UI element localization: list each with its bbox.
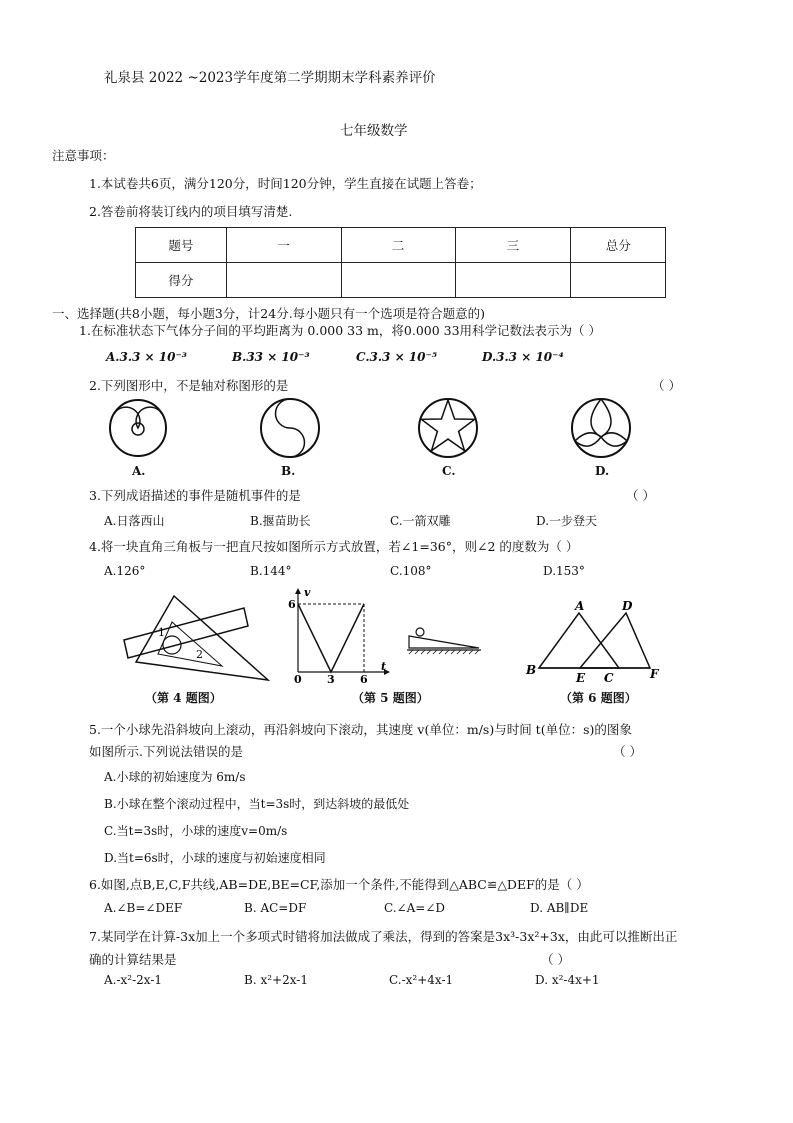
question-7-stem-line2: 确的计算结果是 — [89, 952, 177, 967]
question-2-stem: 2.下列图形中，不是轴对称图形的是 — [89, 378, 289, 393]
table-row — [136, 263, 666, 298]
q3-option-c[interactable]: C.一箭双雕 — [390, 514, 451, 528]
notice-item-2: 2.答卷前将装订线内的项目填写清楚. — [89, 204, 293, 219]
figure-5-slope-ball — [405, 628, 485, 658]
q2-figure-a[interactable] — [104, 397, 172, 459]
q2-label-d: D. — [595, 464, 610, 478]
q5-option-a[interactable]: A.小球的初始速度为 6m/s — [104, 770, 246, 784]
figure-4-ruler-triangle — [118, 592, 278, 688]
score-cell[interactable] — [341, 263, 455, 298]
q4-option-d[interactable]: D.153° — [543, 564, 585, 578]
q4-option-b[interactable]: B.144° — [250, 564, 292, 578]
notice-heading: 注意事项： — [52, 148, 115, 163]
q2-label-c: C. — [442, 464, 456, 478]
fig6-point-c: C — [604, 671, 614, 685]
q2-label-a: A. — [132, 464, 146, 478]
fig5-x-tick: 0 — [294, 673, 302, 686]
fig5-y-tick: 6 — [288, 598, 296, 611]
q2-label-b: B. — [281, 464, 296, 478]
figure-6-caption: （第 6 题图） — [560, 691, 637, 705]
q3-option-d[interactable]: D.一步登天 — [536, 514, 598, 528]
q1-option-c[interactable]: C.3.3 × 10⁻⁵ — [356, 350, 438, 364]
fig6-point-a: A — [575, 599, 585, 613]
fig5-series-line — [298, 604, 364, 672]
table-header-cell: 二 — [341, 228, 455, 263]
fig6-point-e: E — [576, 671, 586, 685]
q5-option-b[interactable]: B.小球在整个滚动过程中，当t=3s时，到达斜坡的最低处 — [104, 797, 410, 811]
question-5-stem-line1: 5.一个小球先沿斜坡向上滚动，再沿斜坡向下滚动，其速度 v(单位：m/s)与时间 t(单位：s)的图象 — [89, 722, 632, 737]
q6-option-a[interactable]: A.∠B=∠DEF — [104, 901, 183, 915]
table-row-label: 得分 — [136, 263, 227, 298]
q7-option-b[interactable]: B. x²+2x-1 — [244, 973, 308, 987]
question-5-stem-line2: 如图所示.下列说法错误的是 — [89, 744, 243, 759]
q1-option-a[interactable]: A.3.3 × 10⁻³ — [106, 350, 188, 364]
q4-option-a[interactable]: A.126° — [104, 564, 146, 578]
figure-4-caption: （第 4 题图） — [145, 691, 222, 705]
q3-option-b[interactable]: B.揠苗助长 — [250, 514, 311, 528]
question-7-bracket: （ ） — [541, 952, 570, 967]
fig5-y-axis-label: v — [304, 586, 311, 599]
q5-option-d[interactable]: D.当t=6s时，小球的速度与初始速度相同 — [104, 851, 326, 865]
q3-option-a[interactable]: A.日落西山 — [104, 514, 165, 528]
score-table — [135, 227, 666, 298]
score-cell[interactable] — [455, 263, 571, 298]
q2-figure-c[interactable] — [414, 397, 482, 459]
q2-figure-b[interactable] — [256, 397, 324, 459]
fig5-y-arrow — [295, 588, 301, 594]
figure-5-caption: （第 5 题图） — [352, 691, 429, 705]
section-heading: 一、选择题(共8小题，每小题3分，计24分.每小题只有一个选项是符合题意的) — [52, 306, 486, 321]
q2-figure-d[interactable] — [567, 397, 635, 459]
table-header-cell: 总分 — [571, 228, 666, 263]
q7-option-c[interactable]: C.-x²+4x-1 — [389, 973, 454, 987]
score-cell[interactable] — [226, 263, 341, 298]
question-3-bracket: （ ） — [626, 488, 655, 503]
fig5-x-tick: 3 — [327, 673, 335, 686]
table-header-cell: 一 — [226, 228, 341, 263]
q6-option-c[interactable]: C.∠A=∠D — [384, 901, 446, 915]
question-4-stem: 4.将一块直角三角板与一把直尺按如图所示方式放置，若∠1=36°，则∠2 的度数为（ ） — [89, 539, 579, 554]
q6-option-b[interactable]: B. AC=DF — [244, 901, 307, 915]
q1-option-d[interactable]: D.3.3 × 10⁻⁴ — [482, 350, 564, 364]
table-header-cell: 题号 — [136, 228, 227, 263]
table-row — [136, 228, 666, 263]
exam-title: 礼泉县 2022 ~2023学年度第二学期期末学科素养评价 — [104, 70, 436, 86]
question-6-stem: 6.如图,点B,E,C,F共线,AB=DE,BE=CF,添加一个条件,不能得到△ABC≌△DEF的是（ ） — [89, 877, 589, 892]
q4-option-c[interactable]: C.108° — [390, 564, 432, 578]
fig6-point-f: F — [650, 667, 659, 681]
q7-option-d[interactable]: D. x²-4x+1 — [535, 973, 600, 987]
score-cell[interactable] — [571, 263, 666, 298]
q6-option-d[interactable]: D. AB∥DE — [530, 901, 589, 915]
q1-option-b[interactable]: B.33 × 10⁻³ — [232, 350, 310, 364]
subject-title: 七年级数学 — [340, 123, 408, 139]
figure-5-vt-graph — [284, 586, 394, 686]
fig4-angle-1-label: 1 — [158, 626, 165, 639]
question-2-bracket: （ ） — [652, 378, 681, 393]
fig6-point-b: B — [526, 663, 537, 677]
q7-option-a[interactable]: A.-x²-2x-1 — [104, 973, 163, 987]
fig5-x-tick: 6 — [360, 673, 368, 686]
question-5-bracket: （ ） — [613, 744, 642, 759]
question-7-stem-line1: 7.某同学在计算-3x加上一个多项式时错将加法做成了乘法，得到的答案是3x³-3x²+3x，由此可以推断出正 — [89, 929, 678, 944]
notice-item-1: 1.本试卷共6页，满分120分，时间120分钟，学生直接在试题上答卷； — [89, 176, 482, 191]
question-3-stem: 3.下列成语描述的事件是随机事件的是 — [89, 488, 301, 503]
q5-option-c[interactable]: C.当t=3s时，小球的速度v=0m/s — [104, 824, 288, 838]
fig6-point-d: D — [622, 599, 633, 613]
table-header-cell: 三 — [455, 228, 571, 263]
fig4-angle-2-label: 2 — [196, 648, 203, 661]
fig5-x-axis-label: t — [381, 660, 387, 673]
question-1-stem: 1.在标准状态下气体分子间的平均距离为 0.000 33 m，将0.000 33用科学记数法表示为（ ） — [79, 323, 602, 338]
figure-6-triangles — [522, 598, 662, 684]
